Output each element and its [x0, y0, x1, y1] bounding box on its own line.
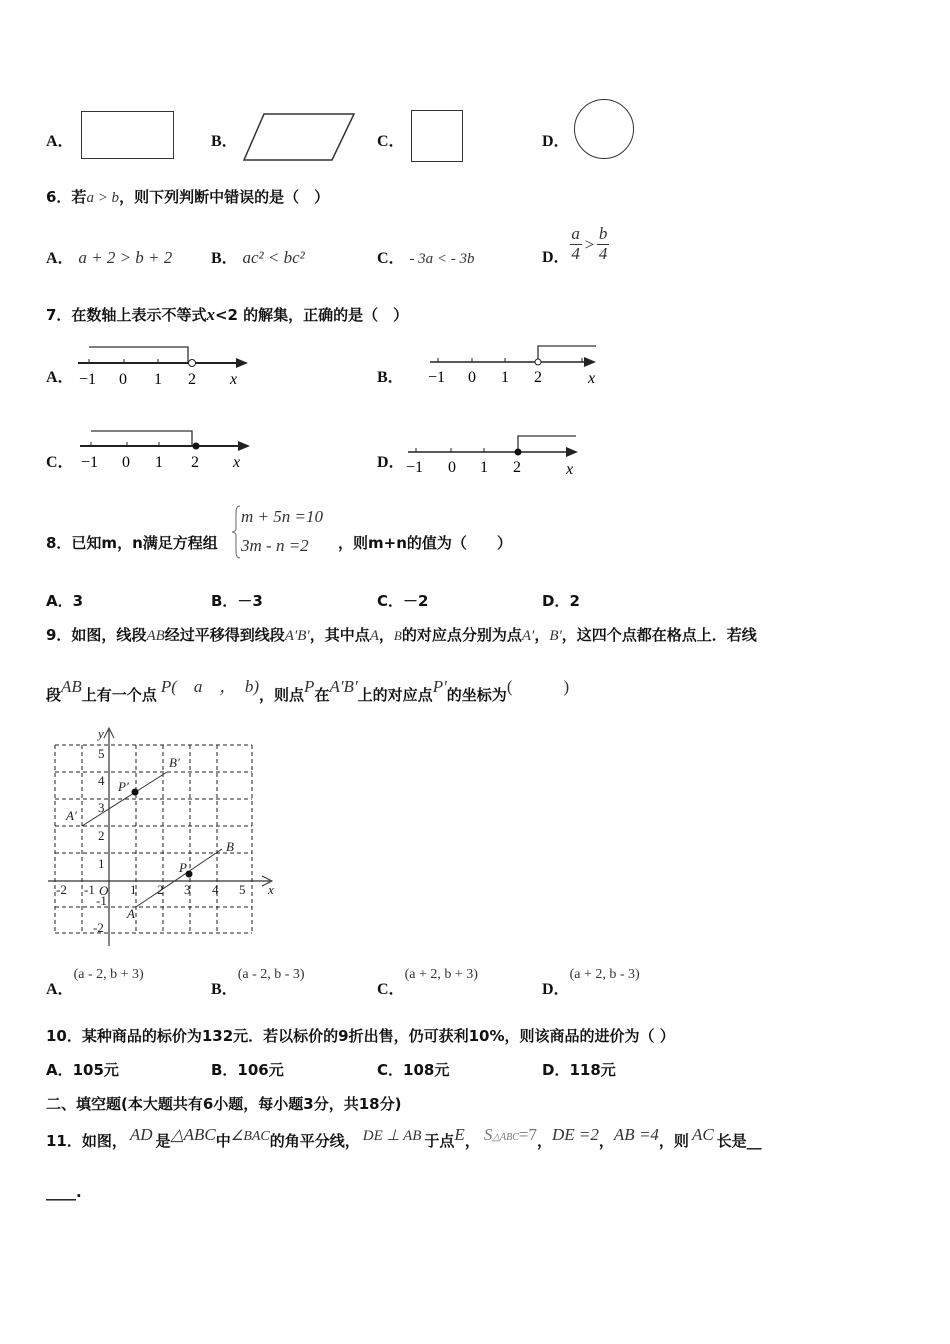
q10-option-b[interactable]: B．106元	[211, 1061, 284, 1079]
tick-label: 2	[98, 828, 105, 843]
text: ，	[378, 626, 394, 644]
option-math: - 3a < - 3b	[409, 251, 475, 267]
tick-label: −1	[79, 371, 97, 388]
q9-stem-line1	[46, 624, 757, 645]
q6-stem-prefix: 6．若	[46, 188, 87, 206]
q8-equation-2: 3m - n =2	[241, 536, 309, 555]
q7-stem	[46, 304, 408, 325]
q7-option-c-label: C．	[46, 454, 74, 471]
x-tick-labels	[56, 882, 246, 897]
text: 在	[314, 686, 330, 704]
text: 中	[215, 1132, 231, 1150]
grid-lines	[55, 745, 252, 933]
section-title: 二、填空题(本大题共有6小题，每小题3分，共18分)	[46, 1095, 402, 1113]
q9-coordinate-grid	[40, 720, 290, 950]
option-label: D．	[542, 981, 570, 998]
q11-answer-blank-continued[interactable]: ____.	[46, 1183, 82, 1201]
math: S	[483, 1125, 493, 1144]
option-math: a + 2 > b + 2	[78, 248, 173, 267]
math: =7	[518, 1125, 537, 1144]
math: A′B′	[284, 628, 310, 644]
tick-label: 2	[513, 459, 521, 476]
tick-label: -1	[84, 882, 95, 897]
tick-label: 4	[212, 882, 219, 897]
text: ，这四个点都在格点上．若线	[561, 626, 757, 644]
q9-option-d[interactable]	[542, 964, 640, 999]
axis-label: x	[566, 461, 574, 478]
circle-shape	[574, 99, 634, 159]
q9-option-b[interactable]	[211, 964, 305, 999]
q5-option-a-label: A．	[46, 133, 74, 150]
tick-label: 5	[98, 746, 105, 761]
math: A′B′	[329, 677, 358, 696]
q9-option-a[interactable]	[46, 964, 144, 999]
math-subscript: △ABC	[492, 1132, 519, 1143]
q6-stem-suffix: ，则下列判断中错误的是（ ）	[119, 188, 330, 206]
tick-label: 1	[154, 371, 162, 388]
q7-option-a-label: A．	[46, 369, 74, 386]
q8-option-b[interactable]: B．－3	[211, 592, 263, 610]
tick-label: 2	[534, 369, 542, 386]
tick-label: 1	[501, 369, 509, 386]
tick-label: 5	[239, 882, 246, 897]
y-axis-label: y	[98, 726, 104, 741]
option-label: B．	[211, 250, 238, 267]
q8-option-d[interactable]: D．2	[542, 592, 580, 610]
rectangle-shape	[81, 111, 174, 159]
tick-label: 2	[157, 882, 164, 897]
text: ，其中点	[309, 626, 370, 644]
q5-option-c-label: C．	[377, 133, 405, 150]
text: ，	[534, 626, 550, 644]
option-math: ac² < bc²	[242, 248, 305, 267]
fraction-b-over-4	[597, 225, 609, 263]
q8-equation-1: m + 5n =10	[241, 507, 323, 526]
parallelogram-shape	[242, 112, 356, 162]
label-p: P	[179, 860, 187, 875]
tick-label: -2	[93, 920, 104, 935]
option-label: C．	[377, 981, 405, 998]
label-b-prime: B′	[169, 755, 180, 770]
math: B′	[549, 628, 562, 644]
q6-option-b[interactable]	[211, 245, 305, 268]
open-dot	[535, 359, 541, 365]
q7-option-d-numberline[interactable]	[406, 430, 586, 480]
q9-stem-line2	[46, 674, 569, 708]
open-dot	[189, 360, 196, 367]
tick-label: 1	[480, 459, 488, 476]
tick-label: 1	[130, 882, 137, 897]
q7-stem-prefix: 7．在数轴上表示不等式	[46, 306, 207, 324]
text: 的角平分线，	[269, 1132, 360, 1150]
axis-label: x	[233, 454, 241, 471]
math: A′	[521, 628, 535, 644]
text: 9．如图，线段	[46, 626, 147, 644]
greater-than: >	[584, 234, 595, 254]
point-p-prime	[132, 789, 139, 796]
y-tick-labels	[93, 746, 107, 935]
math: DE =2	[552, 1125, 599, 1144]
tick-label: −1	[81, 454, 99, 471]
math: ( )	[506, 677, 570, 696]
text: ，	[537, 1132, 553, 1150]
math: A	[369, 628, 379, 644]
q11-stem	[46, 1122, 762, 1154]
q9-option-c[interactable]	[377, 964, 478, 999]
q7-option-b-numberline[interactable]	[428, 340, 608, 390]
axis-label: x	[230, 371, 238, 388]
math: P′	[432, 677, 447, 696]
option-math: (a + 2, b + 3)	[404, 967, 478, 982]
text: 是	[155, 1132, 171, 1150]
q5-option-d-label: D．	[542, 133, 570, 150]
q7-option-b-label: B．	[377, 369, 404, 386]
q6-option-d[interactable]	[542, 222, 609, 267]
math: AC	[691, 1125, 714, 1144]
text: 的坐标为	[446, 686, 507, 704]
math: P( a ， b)	[160, 677, 260, 696]
option-label: B．	[211, 981, 238, 998]
x-axis-label: x	[268, 882, 274, 897]
tick-label: −1	[406, 459, 424, 476]
tick-label: -1	[96, 893, 107, 908]
q6-option-a[interactable]	[46, 245, 172, 268]
math: P	[304, 677, 315, 696]
numerator: b	[598, 224, 608, 244]
tick-label: 1	[98, 856, 105, 871]
q7-option-a-numberline[interactable]	[76, 340, 256, 390]
q7-stem-math: x	[206, 305, 215, 324]
tick-label: 2	[188, 371, 196, 388]
brace-icon	[231, 505, 241, 559]
q7-option-c-numberline[interactable]	[78, 425, 258, 475]
text: 上的对应点	[357, 686, 433, 704]
answer-blank[interactable]: 长是__	[716, 1132, 762, 1150]
tick-label: 1	[155, 454, 163, 471]
text: 11．如图，	[46, 1132, 127, 1150]
tick-label: 4	[98, 773, 105, 788]
closed-dot	[515, 449, 522, 456]
text: 段	[46, 686, 62, 704]
math: AB	[61, 677, 82, 696]
origin-label: O	[99, 883, 109, 898]
math: AB	[146, 628, 165, 644]
denominator: 4	[598, 244, 608, 263]
math: E	[454, 1125, 465, 1144]
q8-stem-prefix: 8．已知m，n满足方程组	[46, 534, 218, 552]
segment-ab	[136, 849, 222, 907]
math: DE ⊥ AB	[362, 1128, 422, 1144]
closed-dot	[193, 443, 200, 450]
q8-stem-suffix: ，则m+n的值为（ ）	[338, 534, 512, 552]
text: ，则点	[259, 686, 305, 704]
axis-label: x	[588, 370, 596, 387]
option-label: A．	[46, 981, 74, 998]
option-label: C．	[377, 250, 405, 267]
q8-option-a[interactable]: A．3	[46, 592, 84, 610]
text: ，	[598, 1132, 614, 1150]
tick-label: 0	[122, 454, 130, 471]
text: ，	[464, 1132, 480, 1150]
q5-option-b-label: B．	[211, 133, 238, 150]
numerator: a	[571, 224, 580, 244]
math: △ABC	[170, 1125, 216, 1144]
q10-option-a[interactable]: A．105元	[46, 1061, 119, 1079]
label-p-prime: P′	[118, 779, 129, 794]
tick-label: 0	[119, 371, 127, 388]
math: ∠BAC	[230, 1129, 270, 1144]
tick-label: −1	[428, 369, 446, 386]
q10-stem: 10．某种商品的标价为132元．若以标价的9折出售，仍可获利10%，则该商品的进价为（ ）	[46, 1027, 675, 1045]
denominator: 4	[571, 244, 580, 263]
q8-option-c[interactable]: C．－2	[377, 592, 429, 610]
text: ，则	[658, 1132, 689, 1150]
tick-label: -2	[56, 882, 67, 897]
math: AB =4	[613, 1125, 659, 1144]
label-a-prime: A′	[66, 808, 77, 823]
option-label: D．	[542, 249, 570, 266]
text: 的对应点分别为点	[401, 626, 522, 644]
q10-option-c[interactable]: C．108元	[377, 1061, 450, 1079]
tick-label: 3	[184, 882, 191, 897]
text: 经过平移得到线段	[164, 626, 285, 644]
fraction-a-over-4	[570, 225, 582, 263]
label-b: B	[226, 839, 234, 854]
math: AD	[129, 1125, 153, 1144]
q6-stem	[46, 186, 329, 207]
tick-label: 3	[98, 800, 105, 815]
option-math: (a + 2, b - 3)	[569, 967, 640, 982]
q10-option-d[interactable]: D．118元	[542, 1061, 616, 1079]
option-math: (a - 2, b - 3)	[237, 967, 305, 982]
square-shape	[411, 110, 463, 162]
q6-option-c[interactable]	[377, 245, 474, 268]
tick-label: 0	[448, 459, 456, 476]
text: 上有一个点	[81, 686, 157, 704]
option-label: A．	[46, 250, 74, 267]
q7-stem-suffix: <2 的解集，正确的是（ ）	[214, 306, 409, 324]
label-a: A	[127, 906, 135, 921]
q7-option-d-label: D．	[377, 454, 405, 471]
math: B	[393, 628, 402, 643]
q6-stem-math: a > b	[86, 190, 120, 206]
tick-label: 2	[191, 454, 199, 471]
text: 于点	[424, 1132, 455, 1150]
option-math: (a - 2, b + 3)	[73, 967, 144, 982]
tick-label: 0	[468, 369, 476, 386]
